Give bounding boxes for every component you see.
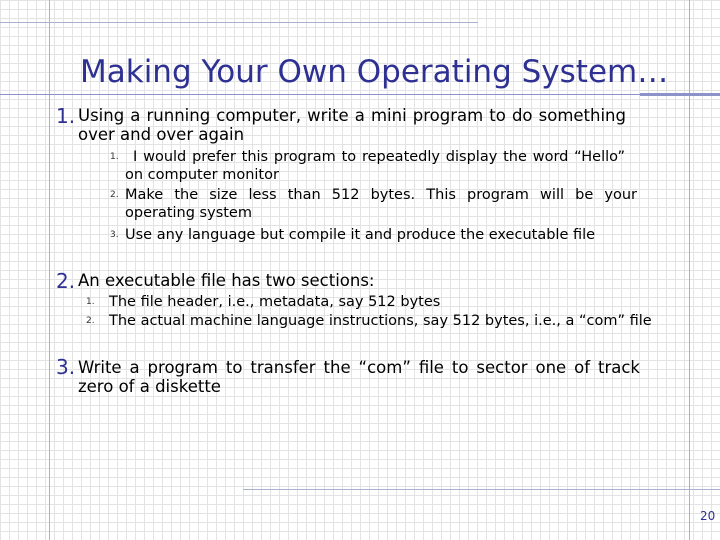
sublist-text: The actual machine language instructions, say 512 bytes, i.e., a “com” file	[109, 313, 652, 329]
list-number: 1.	[56, 104, 76, 128]
list-number: 3.	[56, 355, 76, 379]
sublist-number: 2.	[110, 190, 119, 200]
list-text: Write a program to transfer the “com” file to sector one of track zero of a diskette	[78, 358, 640, 396]
sublist-number: 2.	[86, 316, 95, 326]
sublist-number: 1.	[110, 152, 119, 162]
sublist-number: 1.	[86, 297, 95, 307]
sublist-text: Make the size less than 512 bytes. This program will be your operating system	[125, 187, 637, 221]
list-number: 2.	[56, 269, 76, 293]
sublist-text: Use any language but compile it and produce the executable file	[125, 227, 596, 243]
sublist-number: 3.	[110, 230, 119, 240]
list-text: Using a running computer, write a mini program to do something over and over again	[78, 106, 626, 144]
sublist-text: The file header, i.e., metadata, say 512 bytes	[109, 294, 441, 310]
slide-title: Making Your Own Operating System…	[80, 54, 669, 90]
list-text: An executable file has two sections:	[78, 271, 375, 290]
sublist-text: I would prefer this program to repeatedly display the word “Hello” on computer monitor	[125, 149, 625, 183]
page-number: 20	[700, 509, 716, 523]
